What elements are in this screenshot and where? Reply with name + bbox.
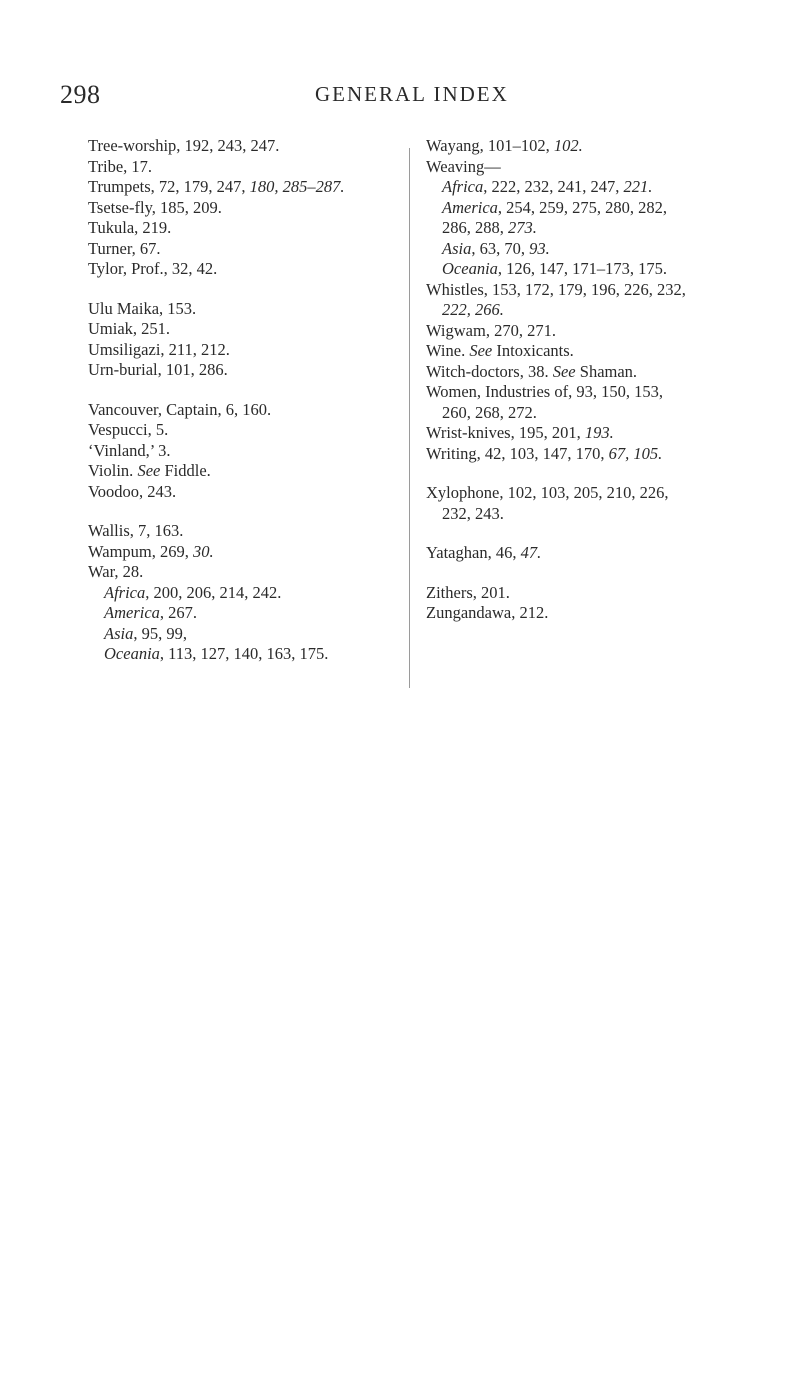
entry-text-segment: Tukula, 219. (88, 218, 172, 237)
entry-text-segment: Africa (104, 582, 146, 602)
index-entry (426, 603, 766, 624)
index-entry-continuation (426, 403, 766, 424)
entry-text-segment: 222, 266. (442, 300, 504, 319)
entry-text-segment: Zungandawa, 212. (426, 603, 549, 622)
running-head-title: GENERAL INDEX (315, 82, 509, 106)
entry-text-segment: Umiak, 251. (88, 319, 171, 338)
index-subentry (88, 603, 408, 624)
entry-text-segment: Writing, 42, 103, 147, 170, (426, 443, 609, 463)
entry-text-segment: Wayang, 101–102, (426, 136, 554, 155)
entry-text-segment: America (442, 197, 498, 217)
index-entry (426, 157, 766, 178)
page-number: 298 (60, 80, 101, 109)
index-entry (88, 360, 408, 381)
entry-text-segment: Wallis, 7, 163. (88, 521, 184, 540)
index-entry (88, 177, 408, 198)
index-entry (88, 157, 408, 178)
entry-text-segment: , 200, 206, 214, 242. (145, 582, 282, 602)
index-subentry (88, 624, 408, 645)
index-entry (88, 198, 408, 219)
entry-text-segment: Zithers, 201. (426, 582, 510, 602)
entry-text-segment: Yataghan, 46, (426, 543, 521, 562)
index-letter-group (426, 483, 766, 524)
entry-text-segment: 232, 243. (442, 503, 504, 523)
index-entry (88, 319, 408, 340)
entry-text-segment: See (469, 341, 493, 360)
index-entry-continuation (426, 300, 766, 321)
index-column-left (88, 136, 408, 684)
entry-text-segment: Wine. (426, 341, 470, 360)
entry-text-segment: 193. (584, 423, 614, 442)
index-entry (88, 400, 408, 421)
page-header (60, 80, 740, 116)
entry-text-segment: Shaman. (575, 361, 638, 381)
entry-text-segment: America (104, 603, 160, 622)
entry-text-segment: , 126, 147, 171–173, 175. (497, 259, 668, 278)
index-entry (426, 543, 766, 564)
index-entry (426, 583, 766, 604)
entry-text-segment: Wigwam, 270, 271. (426, 320, 556, 340)
entry-text-segment: Fiddle. (160, 461, 211, 480)
index-entry (88, 562, 408, 583)
index-subentry (426, 239, 766, 260)
index-subentry (426, 198, 766, 219)
entry-text-segment: Women, Industries of, 93, 150, 153, (426, 382, 663, 401)
index-entry (88, 299, 408, 320)
entry-text-segment: Oceania (104, 644, 160, 663)
entry-text-segment: Ulu Maika, 153. (88, 298, 197, 318)
entry-text-segment: 67, 105. (608, 443, 663, 463)
entry-text-segment: Tribe, 17. (88, 156, 153, 176)
entry-text-segment: Umsiligazi, 211, 212. (88, 339, 230, 359)
index-letter-group (426, 543, 766, 564)
index-letter-group (88, 299, 408, 381)
entry-text-segment: Witch-doctors, 38. (426, 361, 553, 381)
index-column-right (426, 136, 766, 643)
entry-text-segment: War, 28. (88, 562, 144, 581)
entry-text-segment: Trumpets, 72, 179, 247, (88, 177, 250, 196)
entry-text-segment: 180, 285–287. (249, 177, 345, 196)
index-subentry (426, 177, 766, 198)
entry-text-segment: Violin. (88, 461, 138, 480)
entry-text-segment: See (552, 361, 576, 381)
entry-text-segment: Asia (442, 238, 472, 258)
index-entry (88, 136, 408, 157)
entry-text-segment: 260, 268, 272. (442, 402, 537, 422)
index-entry-continuation (426, 218, 766, 239)
column-divider (409, 148, 410, 688)
entry-text-segment: Wampum, 269, (88, 541, 193, 561)
entry-text-segment: Xylophone, 102, 103, 205, 210, 226, (426, 483, 669, 502)
entry-text-segment: Whistles, 153, 172, 179, 196, 226, 232, (426, 279, 686, 299)
index-entry (426, 444, 766, 465)
index-entry (426, 382, 766, 403)
index-letter-group (88, 521, 408, 665)
entry-text-segment: Intoxicants. (492, 341, 574, 360)
index-letter-group (88, 136, 408, 280)
index-entry (88, 239, 408, 260)
entry-text-segment: Wrist-knives, 195, 201, (426, 423, 585, 442)
index-letter-group (88, 400, 408, 503)
index-entry (426, 362, 766, 383)
index-entry (88, 482, 408, 503)
index-subentry (88, 644, 408, 665)
index-entry (88, 521, 408, 542)
entry-text-segment: , 267. (159, 603, 198, 622)
index-entry (88, 340, 408, 361)
index-entry (88, 420, 408, 441)
entry-text-segment: Africa (442, 177, 484, 196)
index-subentry (88, 583, 408, 604)
entry-text-segment: See (137, 461, 161, 480)
index-letter-group (426, 136, 766, 464)
index-entry (426, 136, 766, 157)
entry-text-segment: , 113, 127, 140, 163, 175. (159, 644, 329, 663)
entry-text-segment: Urn-burial, 101, 286. (88, 360, 228, 379)
entry-text-segment: 286, 288, (442, 218, 508, 237)
entry-text-segment: Vancouver, Captain, 6, 160. (88, 399, 272, 419)
entry-text-segment: , 95, 99, (133, 623, 187, 643)
index-entry (88, 218, 408, 239)
index-entry (88, 259, 408, 280)
entry-text-segment: 273. (508, 218, 537, 237)
entry-text-segment: 93. (529, 238, 550, 258)
entry-text-segment: 221. (623, 177, 653, 196)
entry-text-segment: Asia (104, 623, 134, 643)
entry-text-segment: 102. (553, 136, 583, 155)
index-entry (426, 423, 766, 444)
index-entry (88, 461, 408, 482)
entry-text-segment: Tsetse-fly, 185, 209. (88, 197, 222, 217)
entry-text-segment: Weaving— (426, 156, 501, 176)
entry-text-segment: Vespucci, 5. (88, 420, 169, 439)
entry-text-segment: ‘Vinland,’ 3. (88, 440, 171, 460)
entry-text-segment: Voodoo, 243. (88, 481, 177, 501)
index-entry (426, 280, 766, 301)
index-subentry (426, 259, 766, 280)
entry-text-segment: Oceania (442, 259, 498, 278)
index-letter-group (426, 583, 766, 624)
entry-text-segment: Tree-worship, 192, 243, 247. (88, 136, 280, 155)
index-entry (88, 542, 408, 563)
index-entry (426, 483, 766, 504)
entry-text-segment: , 222, 232, 241, 247, (483, 177, 624, 196)
entry-text-segment: 47. (520, 543, 542, 562)
index-entry-continuation (426, 504, 766, 525)
index-entry (88, 441, 408, 462)
entry-text-segment: 30. (193, 541, 214, 561)
entry-text-segment: , 254, 259, 275, 280, 282, (497, 197, 668, 217)
entry-text-segment: Tylor, Prof., 32, 42. (88, 259, 218, 278)
index-entry (426, 321, 766, 342)
entry-text-segment: , 63, 70, (471, 238, 530, 258)
index-entry (426, 341, 766, 362)
entry-text-segment: Turner, 67. (88, 238, 161, 258)
